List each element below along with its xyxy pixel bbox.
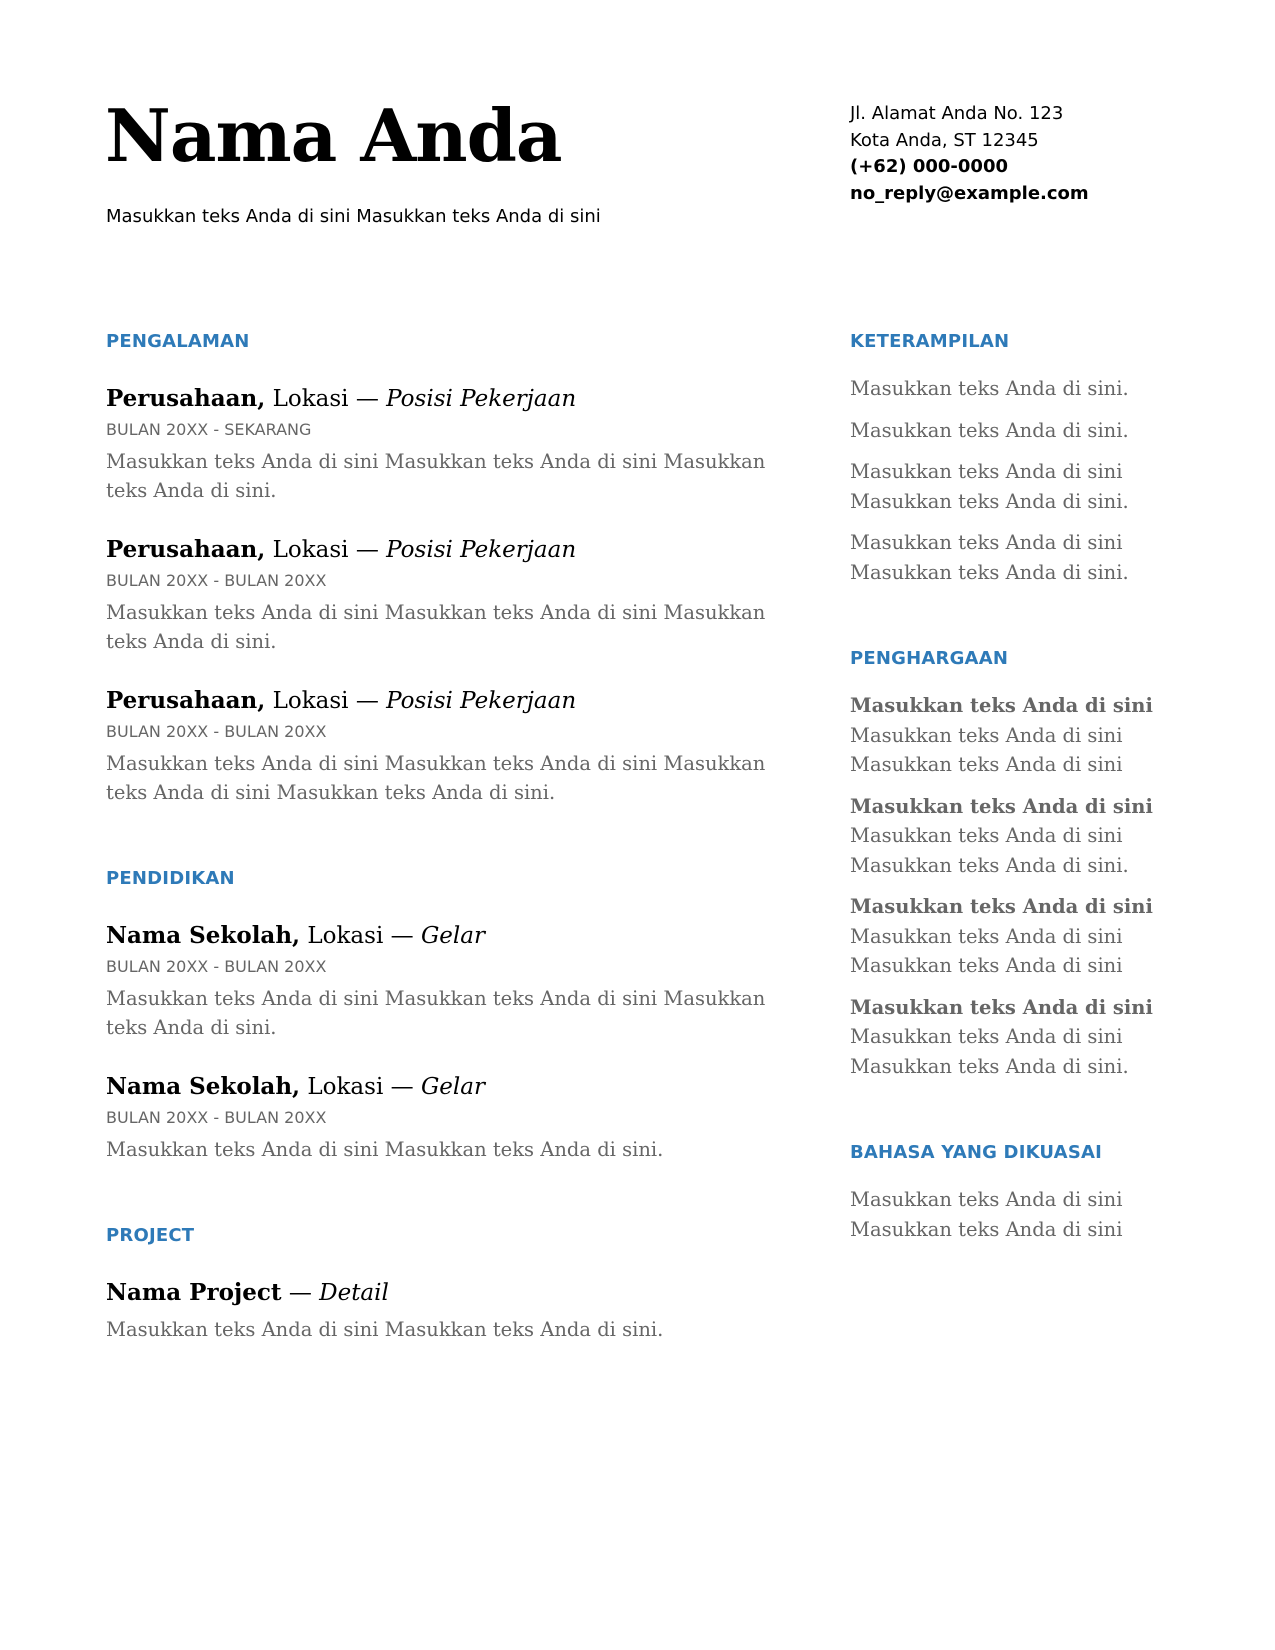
section-title-project: PROJECT	[106, 1225, 195, 1246]
contact-block	[850, 101, 1230, 207]
skill-item: Masukkan teks Anda di sini.	[850, 418, 1129, 442]
entry-heading	[106, 921, 766, 951]
language-item: Masukkan teks Anda di sini Masukkan teks Anda di sini	[850, 1188, 1123, 1241]
entry-description: Masukkan teks Anda di sini Masukkan teks Anda di sini.	[106, 1138, 664, 1161]
education-entry	[106, 1072, 766, 1164]
entry-org: Nama Sekolah,	[106, 922, 301, 949]
side-column	[850, 330, 1230, 1244]
entry-date: BULAN 20XX - BULAN 20XX	[106, 1108, 327, 1127]
entry-description: Masukkan teks Anda di sini Masukkan teks Anda di sini Masukkan teks Anda di sini.	[106, 601, 766, 653]
entry-description: Masukkan teks Anda di sini Masukkan teks Anda di sini Masukkan teks Anda di sini.	[106, 987, 766, 1039]
entry-heading	[106, 686, 766, 716]
section-title-skills: KETERAMPILAN	[850, 331, 1010, 352]
entry-date: BULAN 20XX - BULAN 20XX	[106, 571, 327, 590]
entry-role: Detail	[319, 1280, 389, 1306]
experience-entry	[106, 535, 766, 656]
awards-list	[850, 691, 1230, 1081]
section-title-languages: BAHASA YANG DIKUASAI	[850, 1142, 1103, 1163]
section-title-awards: PENGHARGAAN	[850, 648, 1009, 669]
award-detail: Masukkan teks Anda di sini Masukkan teks Anda di sini.	[850, 1025, 1129, 1078]
email-address: no_reply@example.com	[850, 182, 1089, 204]
address-line-2: Kota Anda, ST 12345	[850, 129, 1039, 151]
entry-separator: —	[281, 1280, 320, 1306]
skills-list	[850, 374, 1230, 587]
entry-org: Nama Project	[106, 1279, 282, 1306]
address-line-1: Jl. Alamat Anda No. 123	[850, 103, 1064, 124]
experience-entry	[106, 384, 766, 505]
entry-location: Lokasi —	[300, 1074, 421, 1100]
skill-item: Masukkan teks Anda di sini Masukkan teks Anda di sini.	[850, 531, 1129, 584]
award-item	[850, 892, 1230, 981]
entry-location: Lokasi —	[265, 688, 387, 714]
entry-date: BULAN 20XX - SEKARANG	[106, 420, 312, 439]
section-title-experience: PENGALAMAN	[106, 331, 250, 352]
awards-section	[850, 647, 1230, 1081]
experience-section	[106, 330, 766, 807]
entry-heading	[106, 384, 766, 414]
award-item	[850, 993, 1230, 1082]
entry-heading	[106, 1072, 766, 1102]
award-detail: Masukkan teks Anda di sini Masukkan teks Anda di sini	[850, 723, 1123, 776]
entry-role: Posisi Pekerjaan	[386, 688, 577, 714]
entry-role: Posisi Pekerjaan	[386, 537, 577, 563]
award-detail: Masukkan teks Anda di sini Masukkan teks Anda di sini.	[850, 824, 1129, 877]
section-spacer	[106, 807, 766, 867]
entry-location: Lokasi —	[300, 923, 421, 949]
award-detail: Masukkan teks Anda di sini Masukkan teks Anda di sini	[850, 924, 1123, 977]
skill-item: Masukkan teks Anda di sini Masukkan teks Anda di sini.	[850, 460, 1129, 513]
entry-role: Posisi Pekerjaan	[386, 386, 577, 412]
award-title: Masukkan teks Anda di sini	[850, 995, 1153, 1019]
section-title-education: PENDIDIKAN	[106, 868, 235, 889]
entry-heading	[106, 1278, 766, 1308]
award-title: Masukkan teks Anda di sini	[850, 895, 1153, 918]
award-title: Masukkan teks Anda di sini	[850, 794, 1153, 818]
entry-org: Nama Sekolah,	[106, 1073, 301, 1100]
entry-location: Lokasi —	[265, 537, 387, 563]
award-title: Masukkan teks Anda di sini	[850, 694, 1153, 717]
main-column	[106, 330, 766, 1344]
entry-description: Masukkan teks Anda di sini Masukkan teks Anda di sini Masukkan teks Anda di sini Masukkan teks Anda di sini.	[106, 752, 766, 804]
entry-org: Perusahaan,	[106, 687, 266, 714]
award-item	[850, 792, 1230, 881]
education-section	[106, 867, 766, 1164]
resume-tagline: Masukkan teks Anda di sini Masukkan teks Anda di sini	[106, 206, 601, 227]
education-entry	[106, 921, 766, 1042]
skills-section	[850, 330, 1230, 587]
entry-location: Lokasi —	[265, 386, 387, 412]
entry-description: Masukkan teks Anda di sini Masukkan teks Anda di sini Masukkan teks Anda di sini.	[106, 450, 766, 502]
entry-role: Gelar	[420, 923, 485, 949]
experience-entry	[106, 686, 766, 807]
resume-name: Nama Anda	[105, 93, 562, 178]
entry-org: Perusahaan,	[106, 536, 266, 563]
project-section	[106, 1224, 766, 1344]
project-entry	[106, 1278, 766, 1344]
section-spacer	[850, 1081, 1230, 1141]
skill-item: Masukkan teks Anda di sini.	[850, 377, 1129, 400]
entry-description: Masukkan teks Anda di sini Masukkan teks Anda di sini.	[106, 1318, 664, 1341]
entry-date: BULAN 20XX - BULAN 20XX	[106, 722, 327, 741]
section-spacer	[850, 587, 1230, 647]
section-spacer	[106, 1164, 766, 1224]
award-item	[850, 691, 1230, 780]
entry-role: Gelar	[420, 1074, 485, 1100]
phone-number: (+62) 000-0000	[850, 156, 1008, 177]
entry-org: Perusahaan,	[106, 385, 266, 412]
entry-heading	[106, 535, 766, 565]
entry-date: BULAN 20XX - BULAN 20XX	[106, 957, 327, 976]
languages-section	[850, 1141, 1230, 1244]
languages-list	[850, 1185, 1230, 1244]
